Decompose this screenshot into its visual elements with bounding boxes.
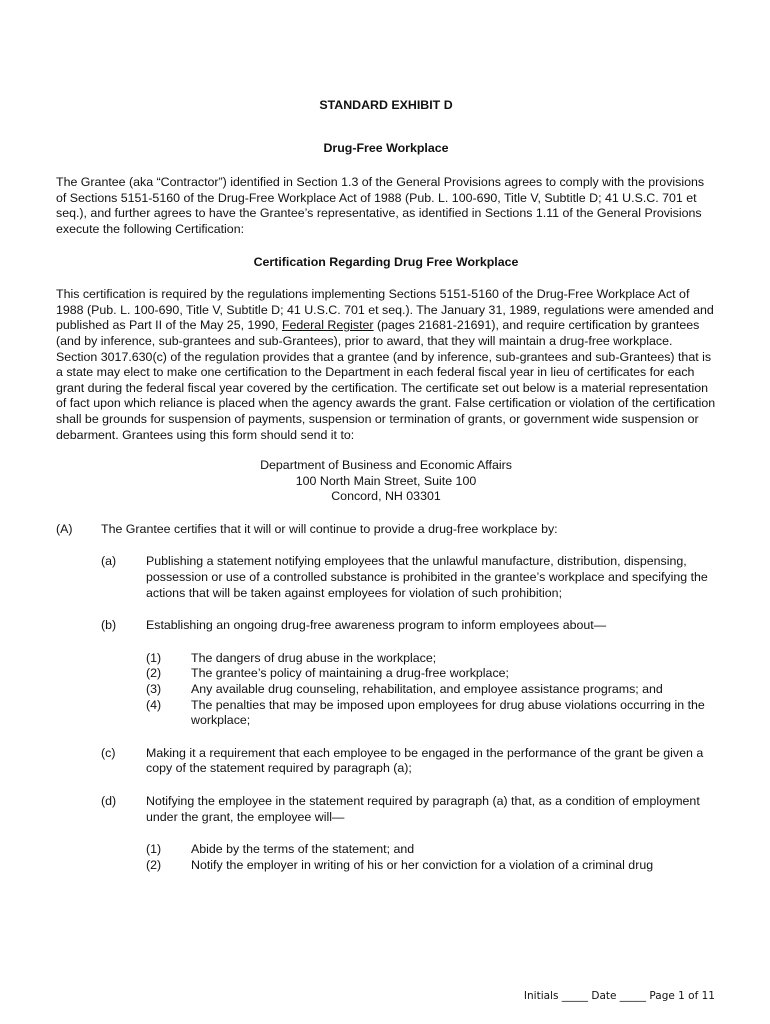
item-b-1-text: The dangers of drug abuse in the workplace; (191, 650, 437, 665)
item-b-1-label: (1) (146, 650, 162, 665)
item-a (101, 554, 716, 601)
item-b-label: (b) (101, 618, 117, 633)
certification-text-after: (pages 21681-21691), and require certification by grantees (and by inference, sub-grantees and sub-Grantees), prior to award, that they will maintain a drug-free workplace. Section 3017.630(c) of the regulation provides that a grantee (and by inference, sub-grantees and sub-Grantees) that is a state may elect to make one certification to the Department in each federal fiscal year in lieu of certificates for each grant during the federal fiscal year covered by the certification. The certificate set out below is a material representation of fact upon which reliance is placed when the agency awards the grant. False certification or violation of the certification shall be grounds for suspension of payments, suspension or termination of grants, or government wide suspension or debarment. Grantees using this form should send it to: (56, 318, 716, 442)
section-a-items (101, 554, 716, 873)
item-b-4-label: (4) (146, 697, 162, 712)
item-b-subitems (146, 651, 716, 729)
mailing-address (56, 458, 716, 505)
item-d-subitems (146, 842, 716, 873)
item-b-3-text: Any available drug counseling, rehabilitation, and employee assistance programs; and (191, 682, 663, 697)
item-b-3-label: (3) (146, 682, 162, 697)
item-b-subitem (146, 682, 716, 698)
intro-paragraph: The Grantee (aka “Contractor”) identified in Section 1.3 of the General Provisions agrees to comply with the provisions of Sections 5151-5160 of the Drug-Free Workplace Act of 1988 (Pub. L. 100-690, Title V, Subtitle D; 41 U.S.C. 701 et seq.), and further agrees to have the Grantee’s representative, as identified in Sections 1.11 of the General Provisions execute the following Certification: (56, 175, 705, 236)
item-d-2-label: (2) (146, 857, 162, 872)
section-a (56, 522, 716, 538)
item-d-1-label: (1) (146, 842, 162, 857)
address-line-3: Concord, NH 03301 (331, 489, 441, 504)
federal-register-text: Federal Register (281, 318, 374, 333)
item-b (101, 618, 716, 634)
certification-text-before: This certification is required by the regulations implementing Sections 5151-5160 of the Drug-Free Workplace Act of 1988 (Pub. L. 100-690, Title V, Subtitle D; 41 U.S.C. 701 et seq.). The January 31, 1989, regulations were amended and published as Part II of the May 25, 1990, (56, 287, 714, 333)
item-b-text: Establishing an ongoing drug-free awareness program to inform employees about— (146, 618, 607, 633)
item-c (101, 746, 716, 777)
item-d-2-text: Notify the employer in writing of his or her conviction for a violation of a criminal drug (191, 857, 654, 872)
address-line-2: 100 North Main Street, Suite 100 (295, 473, 477, 488)
item-d-subitem (146, 842, 716, 858)
address-line-1: Department of Business and Economic Affairs (260, 458, 512, 473)
certification-paragraph (56, 287, 716, 443)
page-footer: Initials _____ Date _____ Page 1 of 11 (523, 990, 715, 1002)
document-page (56, 98, 716, 873)
item-b-subitem (146, 666, 716, 682)
document-title: Drug-Free Workplace (323, 140, 449, 155)
item-d-label: (d) (101, 794, 117, 808)
item-a-text: Publishing a statement notifying employees that the unlawful manufacture, distribution, dispensing, possession or use of a controlled substance is prohibited in the grantee’s workplace and specifying the actions that will be taken against employees for violation of such prohibition; (146, 554, 708, 600)
item-b-subitem (146, 698, 716, 729)
item-d (101, 794, 716, 825)
exhibit-heading: STANDARD EXHIBIT D (319, 98, 453, 112)
section-a-text: The Grantee certifies that it will or will continue to provide a drug-free workplace by: (101, 521, 558, 536)
certification-heading: Certification Regarding Drug Free Workplace (253, 254, 519, 269)
item-d-subitem (146, 858, 716, 874)
section-a-label: (A) (56, 521, 73, 536)
item-b-subitem (146, 651, 716, 667)
item-a-label: (a) (101, 554, 117, 569)
item-b-2-text: The grantee’s policy of maintaining a drug-free workplace; (191, 666, 509, 681)
item-d-text: Notifying the employee in the statement required by paragraph (a) that, as a condition of employment under the grant, the employee will— (146, 794, 700, 824)
item-b-4-text: The penalties that may be imposed upon employees for drug abuse violations occurring in the workplace; (191, 697, 705, 728)
item-d-1-text: Abide by the terms of the statement; and (191, 842, 415, 857)
item-c-text: Making it a requirement that each employee to be engaged in the performance of the grant be given a copy of the statement required by paragraph (a); (146, 745, 704, 776)
item-c-label: (c) (101, 745, 116, 760)
item-b-2-label: (2) (146, 666, 162, 681)
